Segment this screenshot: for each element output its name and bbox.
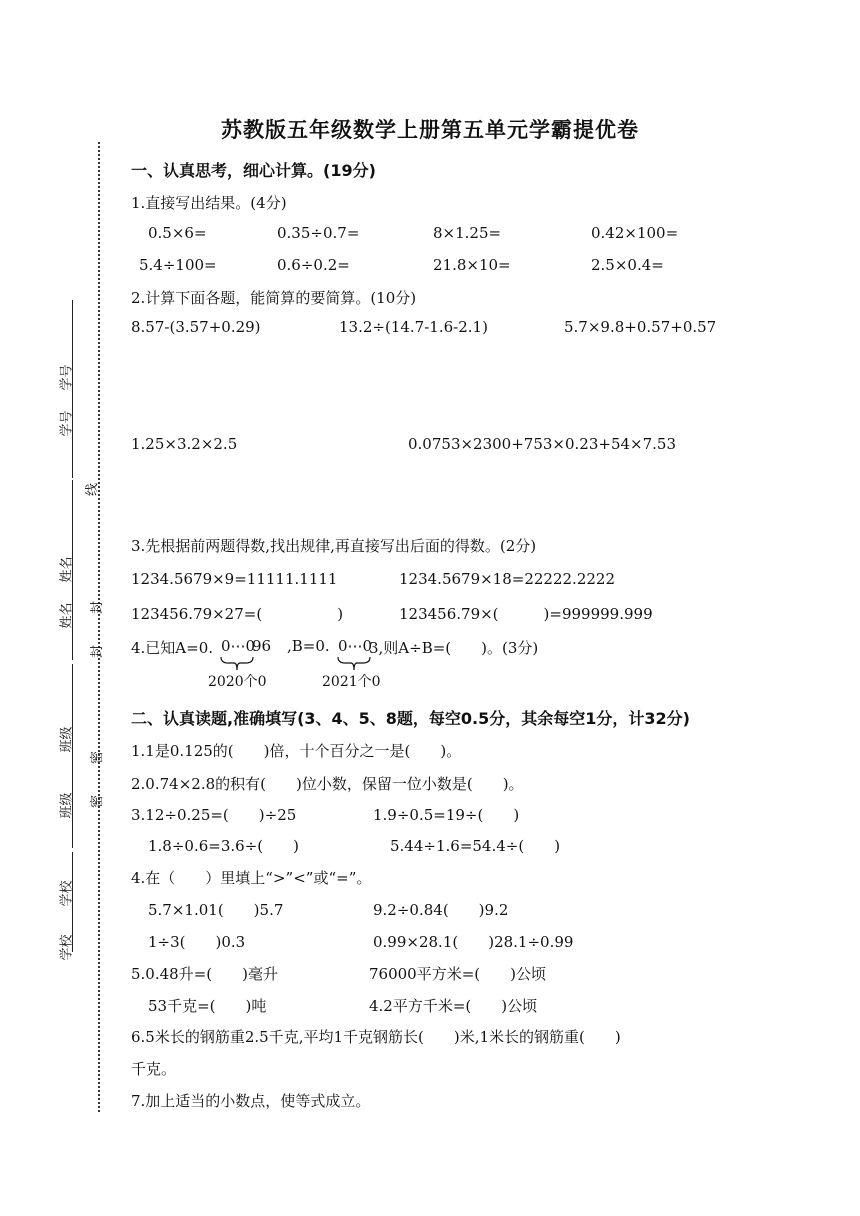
s2-q5-item: 53千克=( )吨 — [148, 997, 267, 1015]
s2-q2: 2.0.74×2.8的积有( )位小数，保留一位小数是( )。 — [131, 775, 524, 793]
field-label-banji-2: 班级 — [59, 792, 75, 819]
brace-a-label: 2020个0 — [208, 674, 267, 690]
s1-q3-item: 123456.79×27=( ) — [131, 605, 344, 623]
s1-q1-item: 0.42×100= — [591, 224, 679, 242]
field-label-xuexiao-1: 学校 — [59, 880, 75, 907]
s1-q1-label: 1.直接写出结果。(4分) — [131, 194, 287, 212]
s1-q4-b-prefix: ,B=0. — [287, 637, 330, 655]
s2-q4-label: 4.在（ ）里填上“>”<”或“=”。 — [131, 869, 372, 887]
s1-q1-item: 0.35÷0.7= — [277, 224, 360, 242]
s1-q2-item: 8.57-(3.57+0.29) — [131, 318, 261, 336]
s1-q3-item: 1234.5679×9=11111.1111 — [131, 570, 338, 588]
s1-q4-b-end: 3,则A÷B=( )。(3分) — [369, 639, 539, 657]
s1-q4-a-digits: 0⋯0 — [221, 637, 256, 655]
s2-q4-item: 1÷3( )0.3 — [148, 933, 246, 951]
s1-q4-a-end: 96 — [252, 637, 272, 655]
binding-label-feng-1: 封 — [90, 600, 106, 615]
field-label-xuexiao-2: 学校 — [59, 934, 75, 961]
s2-q3-item: 1.8÷0.6=3.6÷( ) — [148, 837, 299, 855]
s2-q3-item: 3.12÷0.25=( )÷25 — [131, 806, 297, 824]
s1-q3-item: 123456.79×( )=999999.999 — [399, 605, 653, 623]
s1-q2-item: 13.2÷(14.7-1.6-2.1) — [339, 318, 488, 336]
s2-q3-item: 5.44÷1.6=54.4÷( ) — [390, 837, 561, 855]
s1-q1-item: 0.5×6= — [148, 224, 207, 242]
s1-q3-item: 1234.5679×18=22222.2222 — [399, 570, 615, 588]
field-line-banji — [72, 664, 73, 848]
s1-q1-item: 5.4÷100= — [139, 256, 217, 274]
s2-q3-item: 1.9÷0.5=19÷( ) — [373, 806, 520, 824]
section-2-heading: 二、认真读题,准确填写(3、4、5、8题，每空0.5分，其余每空1分，计32分) — [131, 709, 690, 728]
s2-q5-item: 76000平方米=( )公顷 — [369, 965, 546, 983]
s2-q4-item: 5.7×1.01( )5.7 — [148, 901, 284, 919]
field-label-banji-1: 班级 — [59, 726, 75, 753]
binding-dotted-line — [98, 142, 100, 1112]
s1-q1-item: 21.8×10= — [433, 256, 511, 274]
brace-b — [337, 656, 371, 672]
s2-q4-item: 9.2÷0.84( )9.2 — [373, 901, 509, 919]
s1-q1-item: 2.5×0.4= — [591, 256, 664, 274]
s1-q2-item: 5.7×9.8+0.57+0.57 — [564, 318, 717, 336]
s1-q4-prefix: 4.已知A=0. — [131, 639, 214, 657]
binding-label-feng-2: 封 — [90, 644, 106, 659]
s1-q2-label: 2.计算下面各题，能简算的要简算。(10分) — [131, 289, 417, 307]
s1-q4-b-digits: 0⋯0 — [338, 637, 373, 655]
s2-q6-line2: 千克。 — [131, 1060, 177, 1078]
section-1-heading: 一、认真思考，细心计算。(19分) — [131, 161, 376, 180]
binding-label-mi-1: 密 — [90, 750, 106, 765]
s1-q1-item: 0.6÷0.2= — [277, 256, 350, 274]
s2-q1: 1.1是0.125的( )倍，十个百分之一是( )。 — [131, 742, 462, 760]
field-label-xingming-2: 姓名 — [59, 602, 75, 629]
field-label-xingming-1: 姓名 — [59, 556, 75, 583]
page-title: 苏教版五年级数学上册第五单元学霸提优卷 — [221, 118, 639, 142]
s1-q2-item: 0.0753×2300+753×0.23+54×7.53 — [408, 435, 677, 453]
s2-q4-item: 0.99×28.1( )28.1÷0.99 — [373, 933, 574, 951]
s2-q5-item: 5.0.48升=( )毫升 — [131, 965, 278, 983]
s2-q5-item: 4.2平方千米=( )公顷 — [369, 997, 538, 1015]
field-label-xuehao-1: 学号 — [59, 364, 75, 391]
s2-q6-line1: 6.5米长的钢筋重2.5千克,平均1千克钢筋长( )米,1米长的钢筋重( ) — [131, 1028, 621, 1046]
brace-a — [220, 656, 254, 672]
s1-q3-label: 3.先根据前两题得数,找出规律,再直接写出后面的得数。(2分) — [131, 537, 537, 555]
field-label-xuehao-2: 学号 — [59, 410, 75, 437]
s1-q2-item: 1.25×3.2×2.5 — [131, 435, 238, 453]
brace-b-label: 2021个0 — [322, 674, 381, 690]
s1-q1-item: 8×1.25= — [433, 224, 502, 242]
binding-label-xian: 线 — [85, 482, 101, 497]
binding-label-mi-2: 密 — [90, 794, 106, 809]
s2-q7: 7.加上适当的小数点，使等式成立。 — [131, 1092, 371, 1110]
